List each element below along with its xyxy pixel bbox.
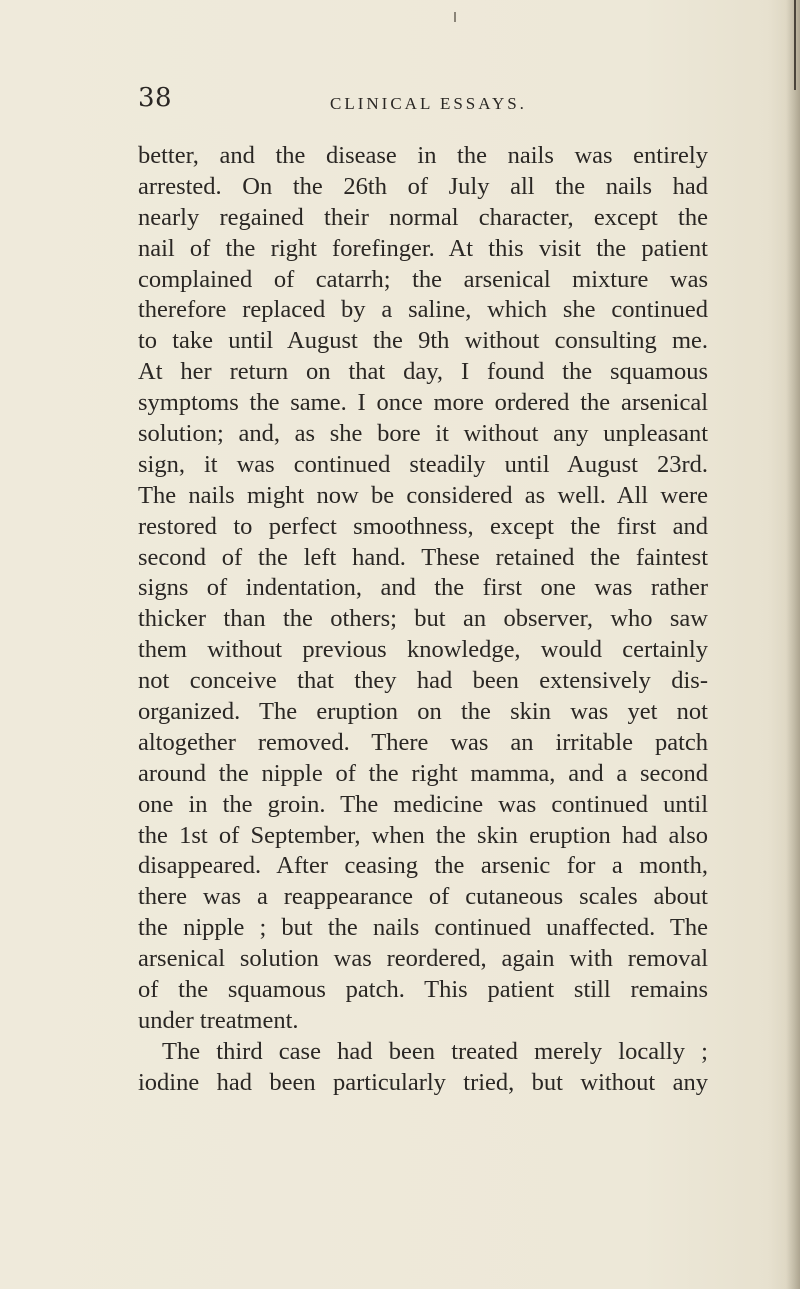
text-line: sign, it was continued steadily until August 23rd.	[138, 450, 708, 478]
page-header	[138, 82, 698, 122]
text-line: nearly regained their normal character, except the	[138, 203, 708, 231]
text-line: nail of the right forefinger. At this visit the patient	[138, 234, 708, 262]
text-line: arsenical solution was reordered, again with removal	[138, 945, 708, 973]
text-line: signs of indentation, and the first one was rather	[138, 574, 708, 602]
text-line: not conceive that they had been extensively dis-	[138, 667, 708, 695]
text-line: The third case had been treated merely locally ;	[162, 1037, 708, 1065]
text-line: around the nipple of the right mamma, and a second	[138, 759, 708, 787]
page-edge-line	[794, 0, 796, 90]
text-line: under treatment.	[138, 1006, 299, 1034]
text-line: iodine had been particularly tried, but without any	[138, 1068, 708, 1096]
text-line: better, and the disease in the nails was entirely	[138, 142, 708, 169]
text-line: altogether removed. There was an irritable patch	[138, 728, 708, 756]
text-line: them without previous knowledge, would certainly	[138, 636, 708, 664]
text-line: there was a reappearance of cutaneous scales about	[138, 883, 708, 911]
text-line: the 1st of September, when the skin eruption had also	[138, 821, 708, 849]
text-line: one in the groin. The medicine was continued until	[138, 790, 708, 818]
text-line: At her return on that day, I found the squamous	[138, 358, 708, 386]
page-number: 38	[138, 83, 173, 113]
text-line: of the squamous patch. This patient still remains	[138, 976, 708, 1004]
text-line: complained of catarrh; the arsenical mixture was	[138, 265, 708, 293]
page-edge-shadow	[786, 0, 800, 1289]
text-line: the nipple ; but the nails continued unaffected. The	[138, 914, 708, 942]
text-line: The nails might now be considered as well. All were	[138, 481, 708, 509]
text-line: solution; and, as she bore it without any unpleasant	[138, 420, 708, 448]
text-line: restored to perfect smoothness, except the first and	[138, 512, 708, 540]
print-mark	[454, 12, 456, 22]
text-line: symptoms the same. I once more ordered the arsenical	[138, 389, 708, 417]
running-head: CLINICAL ESSAYS.	[330, 94, 527, 113]
text-line: arrested. On the 26th of July all the nails had	[138, 172, 708, 200]
text-line: second of the left hand. These retained the faintest	[138, 543, 708, 571]
text-line: organized. The eruption on the skin was yet not	[138, 698, 708, 726]
text-line: disappeared. After ceasing the arsenic for a month,	[138, 852, 708, 880]
text-line: thicker than the others; but an observer, who saw	[138, 605, 708, 633]
text-line: therefore replaced by a saline, which she continued	[138, 296, 708, 324]
text-line: to take until August the 9th without consulting me.	[138, 327, 708, 355]
body-text	[138, 141, 708, 1099]
